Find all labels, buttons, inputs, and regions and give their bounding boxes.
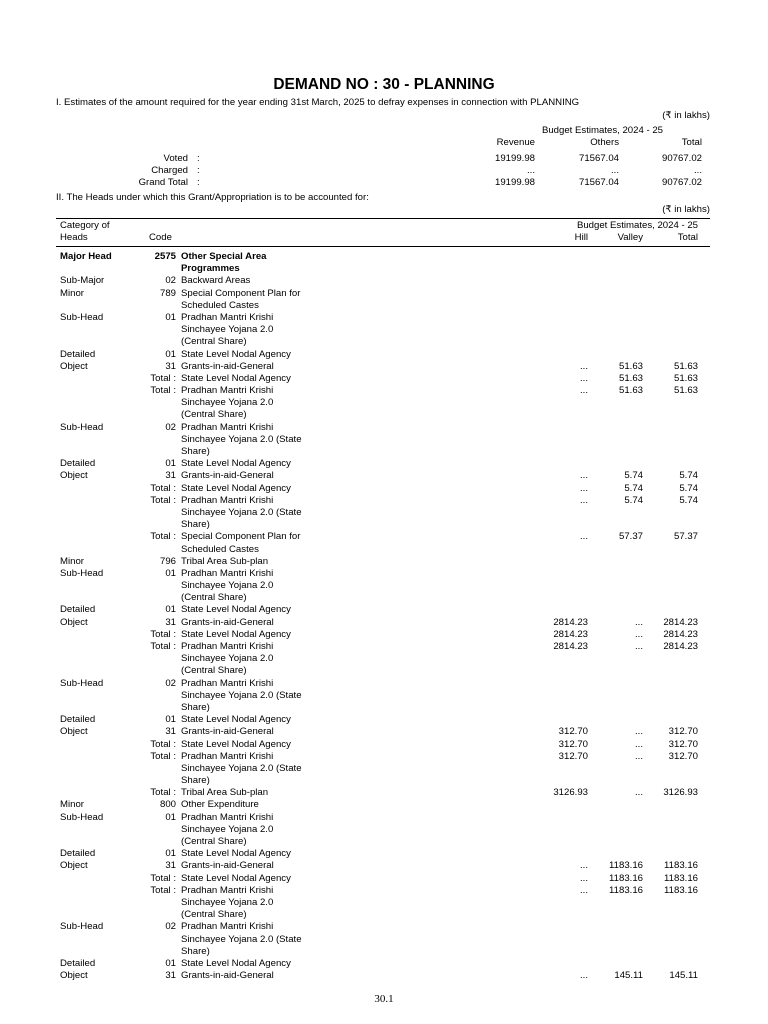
row-description: Pradhan Mantri Krishi bbox=[181, 385, 274, 397]
row-total: 2814.23 bbox=[663, 641, 698, 652]
row-description: Other Special Area bbox=[181, 251, 267, 262]
row-description: Pradhan Mantri Krishi bbox=[181, 921, 274, 933]
table-row bbox=[0, 519, 768, 531]
row-description: State Level Nodal Agency bbox=[181, 848, 291, 860]
row-code: 31 bbox=[165, 860, 176, 872]
table-row bbox=[0, 361, 768, 373]
row-description: Pradhan Mantri Krishi bbox=[181, 494, 274, 506]
table-row bbox=[0, 288, 768, 300]
row-category: Object bbox=[60, 970, 88, 982]
intro-text: I. Estimates of the amount required for the year ending 31st March, 2025 to defray expenses in connection with PLANNING bbox=[56, 97, 580, 108]
row-description: Sinchayee Yojana 2.0 bbox=[181, 653, 274, 665]
row-code: 02 bbox=[165, 677, 176, 689]
row-hill: 2814.23 bbox=[553, 616, 588, 628]
row-hill: ... bbox=[580, 470, 588, 482]
row-hill: ... bbox=[580, 385, 588, 397]
row-description: State Level Nodal Agency bbox=[181, 714, 291, 726]
row-description: State Level Nodal Agency bbox=[181, 348, 291, 360]
row-description: (Central Share) bbox=[181, 336, 247, 348]
table-row bbox=[0, 397, 768, 409]
row-category: Detailed bbox=[60, 957, 96, 969]
row-description: Share) bbox=[181, 945, 210, 957]
row-code: 01 bbox=[165, 348, 176, 360]
table-row bbox=[0, 739, 768, 751]
row-code: Total : bbox=[150, 872, 176, 884]
row-category: Sub-Head bbox=[60, 421, 104, 433]
table-row bbox=[0, 714, 768, 726]
row-hill: 312.70 bbox=[558, 726, 588, 738]
page-title: DEMAND NO : 30 - PLANNING bbox=[273, 76, 495, 93]
table-row bbox=[0, 373, 768, 385]
row-description: Sinchayee Yojana 2.0 (State bbox=[181, 433, 302, 445]
table-row bbox=[0, 653, 768, 665]
row-description: State Level Nodal Agency bbox=[181, 738, 291, 750]
table-row bbox=[0, 934, 768, 946]
table-row bbox=[0, 568, 768, 580]
table-row bbox=[0, 678, 768, 690]
row-valley: 51.63 bbox=[618, 360, 643, 372]
row-total: 51.63 bbox=[673, 372, 698, 384]
row-valley: ... bbox=[635, 750, 643, 762]
row-description: Backward Areas bbox=[181, 275, 251, 287]
header-category-line1: Category of bbox=[60, 220, 110, 231]
summary-col-revenue: Revenue bbox=[496, 137, 535, 148]
table-row bbox=[0, 775, 768, 787]
header-total: Total bbox=[677, 232, 698, 243]
row-total: 1183.16 bbox=[664, 860, 698, 872]
table-row bbox=[0, 507, 768, 519]
row-description: Sinchayee Yojana 2.0 bbox=[181, 397, 274, 409]
table-row bbox=[0, 885, 768, 897]
table-row bbox=[0, 799, 768, 811]
table-row bbox=[0, 860, 768, 872]
row-description: (Central Share) bbox=[181, 409, 247, 421]
row-code: 31 bbox=[165, 616, 176, 628]
table-body bbox=[0, 251, 768, 982]
table-row bbox=[0, 897, 768, 909]
row-category: Sub-Head bbox=[60, 811, 104, 823]
row-description: Sinchayee Yojana 2.0 (State bbox=[181, 506, 302, 518]
row-category: Object bbox=[60, 360, 88, 372]
table-row bbox=[0, 531, 768, 543]
table-row bbox=[0, 409, 768, 421]
row-hill: ... bbox=[580, 970, 588, 982]
table-row bbox=[0, 946, 768, 958]
row-code: 789 bbox=[159, 287, 176, 299]
row-valley: 5.74 bbox=[624, 482, 643, 494]
table-row bbox=[0, 873, 768, 885]
summary-charged-sep: : bbox=[197, 165, 200, 176]
table-row bbox=[0, 324, 768, 336]
row-hill: 2814.23 bbox=[553, 641, 588, 652]
summary-charged-total: ... bbox=[694, 165, 702, 176]
row-code: 02 bbox=[165, 921, 176, 933]
summary-charged-revenue: ... bbox=[527, 165, 535, 176]
row-description: Pradhan Mantri Krishi bbox=[181, 677, 274, 689]
header-valley: Valley bbox=[617, 232, 643, 243]
row-category: Sub-Head bbox=[60, 567, 104, 579]
table-row bbox=[0, 836, 768, 848]
row-total: 1183.16 bbox=[664, 884, 698, 896]
table-row bbox=[0, 336, 768, 348]
row-description: Scheduled Castes bbox=[181, 543, 259, 555]
row-description: Share) bbox=[181, 775, 210, 787]
row-category: Sub-Head bbox=[60, 921, 104, 933]
row-code: Total : bbox=[150, 750, 176, 762]
row-total: 312.70 bbox=[668, 726, 698, 738]
row-code: Total : bbox=[150, 628, 176, 640]
row-hill: 312.70 bbox=[558, 738, 588, 750]
row-code: 796 bbox=[159, 555, 176, 567]
row-description: (Central Share) bbox=[181, 665, 247, 677]
row-description: State Level Nodal Agency bbox=[181, 604, 291, 616]
row-description: Sinchayee Yojana 2.0 (State bbox=[181, 689, 302, 701]
row-hill: ... bbox=[580, 494, 588, 506]
summary-voted-revenue: 19199.98 bbox=[494, 153, 535, 164]
summary-voted-sep: : bbox=[197, 153, 200, 164]
row-hill: ... bbox=[580, 860, 588, 872]
row-description: Sinchayee Yojana 2.0 bbox=[181, 896, 274, 908]
table-row bbox=[0, 617, 768, 629]
row-code: 02 bbox=[165, 275, 176, 287]
heads-text: II. The Heads under which this Grant/Appropriation is to be accounted for: bbox=[56, 192, 369, 203]
row-valley: ... bbox=[635, 726, 643, 738]
header-hill: Hill bbox=[574, 232, 588, 243]
summary-grand-total-sep: : bbox=[197, 177, 200, 188]
row-description: (Central Share) bbox=[181, 909, 247, 921]
row-total: 51.63 bbox=[673, 360, 698, 372]
table-row bbox=[0, 458, 768, 470]
row-code: Total : bbox=[150, 385, 176, 397]
row-category: Sub-Head bbox=[60, 311, 104, 323]
row-hill: 312.70 bbox=[558, 750, 588, 762]
row-description: Special Component Plan for bbox=[181, 287, 301, 299]
row-description: Pradhan Mantri Krishi bbox=[181, 884, 274, 896]
row-code: 01 bbox=[165, 567, 176, 579]
table-row bbox=[0, 751, 768, 763]
row-valley: ... bbox=[635, 616, 643, 628]
row-total: 57.37 bbox=[673, 531, 698, 543]
row-total: 312.70 bbox=[668, 738, 698, 750]
row-description: Share) bbox=[181, 701, 210, 713]
table-row bbox=[0, 824, 768, 836]
row-description: Grants-in-aid-General bbox=[181, 616, 274, 628]
row-valley: ... bbox=[635, 738, 643, 750]
row-category: Detailed bbox=[60, 604, 96, 616]
table-row bbox=[0, 921, 768, 933]
row-description: Grants-in-aid-General bbox=[181, 970, 274, 982]
table-row bbox=[0, 580, 768, 592]
row-description: Share) bbox=[181, 446, 210, 457]
table-row bbox=[0, 275, 768, 287]
row-total: 3126.93 bbox=[663, 787, 698, 799]
row-code: 02 bbox=[165, 421, 176, 433]
row-total: 1183.16 bbox=[664, 872, 698, 884]
row-description: State Level Nodal Agency bbox=[181, 872, 291, 884]
row-code: Total : bbox=[150, 531, 176, 543]
row-category: Detailed bbox=[60, 848, 96, 860]
row-code: Total : bbox=[150, 738, 176, 750]
table-row bbox=[0, 604, 768, 616]
table-row bbox=[0, 556, 768, 568]
row-hill: ... bbox=[580, 872, 588, 884]
table-row bbox=[0, 958, 768, 970]
row-description: Grants-in-aid-General bbox=[181, 470, 274, 482]
row-valley: 5.74 bbox=[624, 470, 643, 482]
row-description: Grants-in-aid-General bbox=[181, 860, 274, 872]
row-valley: 57.37 bbox=[618, 531, 643, 543]
row-valley: 1183.16 bbox=[609, 872, 643, 884]
row-hill: ... bbox=[580, 372, 588, 384]
row-description: Grants-in-aid-General bbox=[181, 726, 274, 738]
table-row bbox=[0, 422, 768, 434]
row-total: 2814.23 bbox=[663, 616, 698, 628]
row-description: Pradhan Mantri Krishi bbox=[181, 421, 274, 433]
row-description: Pradhan Mantri Krishi bbox=[181, 641, 274, 652]
row-category: Minor bbox=[60, 287, 84, 299]
row-description: Share) bbox=[181, 519, 210, 531]
row-hill: ... bbox=[580, 360, 588, 372]
row-total: 5.74 bbox=[679, 482, 698, 494]
row-total: 2814.23 bbox=[663, 628, 698, 640]
table-row bbox=[0, 312, 768, 324]
table-row bbox=[0, 434, 768, 446]
row-code: 01 bbox=[165, 458, 176, 470]
row-code: Total : bbox=[150, 884, 176, 896]
row-category: Sub-Head bbox=[60, 677, 104, 689]
row-code: 01 bbox=[165, 604, 176, 616]
row-description: State Level Nodal Agency bbox=[181, 482, 291, 494]
row-description: State Level Nodal Agency bbox=[181, 628, 291, 640]
row-description: (Central Share) bbox=[181, 836, 247, 847]
row-code: 31 bbox=[165, 726, 176, 738]
row-hill: 2814.23 bbox=[553, 628, 588, 640]
table-row bbox=[0, 726, 768, 738]
row-valley: 51.63 bbox=[618, 372, 643, 384]
page-number: 30.1 bbox=[374, 993, 394, 1005]
table-row bbox=[0, 641, 768, 653]
table-row bbox=[0, 495, 768, 507]
row-description: Special Component Plan for bbox=[181, 531, 301, 543]
summary-voted-total: 90767.02 bbox=[661, 153, 702, 164]
table-row bbox=[0, 385, 768, 397]
row-category: Object bbox=[60, 860, 88, 872]
table-row bbox=[0, 690, 768, 702]
row-code: 31 bbox=[165, 970, 176, 982]
row-category: Detailed bbox=[60, 348, 96, 360]
table-row bbox=[0, 251, 768, 263]
unit-label-summary: (₹ in lakhs) bbox=[662, 110, 710, 121]
row-description: Sinchayee Yojana 2.0 bbox=[181, 823, 274, 835]
row-description: State Level Nodal Agency bbox=[181, 372, 291, 384]
row-description: Tribal Area Sub-plan bbox=[181, 555, 269, 567]
row-description: State Level Nodal Agency bbox=[181, 957, 291, 969]
row-description: Sinchayee Yojana 2.0 (State bbox=[181, 933, 302, 945]
row-valley: 5.74 bbox=[624, 494, 643, 506]
row-description: Other Expenditure bbox=[181, 799, 259, 811]
row-category: Minor bbox=[60, 555, 84, 567]
summary-col-others: Others bbox=[590, 137, 619, 148]
row-category: Object bbox=[60, 470, 88, 482]
unit-label-table: (₹ in lakhs) bbox=[662, 204, 710, 215]
row-total: 51.63 bbox=[673, 385, 698, 397]
table-row bbox=[0, 702, 768, 714]
row-hill: 3126.93 bbox=[553, 787, 588, 799]
summary-grand-total-others: 71567.04 bbox=[578, 177, 619, 188]
summary-grand-total-label: Grand Total bbox=[138, 177, 188, 188]
row-hill: ... bbox=[580, 531, 588, 543]
row-description: Sinchayee Yojana 2.0 (State bbox=[181, 762, 302, 774]
row-total: 5.74 bbox=[679, 494, 698, 506]
table-row bbox=[0, 544, 768, 556]
table-row bbox=[0, 263, 768, 275]
row-valley: ... bbox=[635, 641, 643, 652]
table-header-rule bbox=[56, 246, 710, 247]
row-code: Total : bbox=[150, 482, 176, 494]
row-code: 01 bbox=[165, 957, 176, 969]
row-category: Object bbox=[60, 726, 88, 738]
row-description: Tribal Area Sub-plan bbox=[181, 787, 269, 799]
row-category: Detailed bbox=[60, 458, 96, 470]
summary-grand-total-total: 90767.02 bbox=[661, 177, 702, 188]
row-total: 145.11 bbox=[669, 970, 698, 982]
row-description: Pradhan Mantri Krishi bbox=[181, 567, 274, 579]
row-description: State Level Nodal Agency bbox=[181, 458, 291, 470]
table-top-rule bbox=[56, 218, 710, 219]
row-code: 01 bbox=[165, 714, 176, 726]
table-row bbox=[0, 763, 768, 775]
summary-voted-label: Voted bbox=[163, 153, 188, 164]
table-row bbox=[0, 446, 768, 458]
row-category: Object bbox=[60, 616, 88, 628]
row-valley: ... bbox=[635, 787, 643, 799]
row-code: Total : bbox=[150, 641, 176, 652]
table-row bbox=[0, 592, 768, 604]
table-row bbox=[0, 470, 768, 482]
row-description: Sinchayee Yojana 2.0 bbox=[181, 580, 274, 592]
header-category-line2: Heads bbox=[60, 232, 88, 243]
row-description: Scheduled Castes bbox=[181, 299, 259, 311]
row-category: Sub-Major bbox=[60, 275, 105, 287]
table-row bbox=[0, 909, 768, 921]
header-code: Code bbox=[149, 232, 172, 243]
row-category: Detailed bbox=[60, 714, 96, 726]
row-code: Total : bbox=[150, 372, 176, 384]
row-description: (Central Share) bbox=[181, 592, 247, 604]
row-total: 312.70 bbox=[668, 750, 698, 762]
row-code: Total : bbox=[150, 494, 176, 506]
row-code: 31 bbox=[165, 360, 176, 372]
header-budget-estimates: Budget Estimates, 2024 - 25 bbox=[576, 220, 698, 231]
row-description: Pradhan Mantri Krishi bbox=[181, 750, 274, 762]
summary-grand-total-revenue: 19199.98 bbox=[494, 177, 535, 188]
row-description: Programmes bbox=[181, 263, 240, 275]
row-code: 31 bbox=[165, 470, 176, 482]
row-description: Grants-in-aid-General bbox=[181, 360, 274, 372]
summary-header: Budget Estimates, 2024 - 25 bbox=[541, 125, 663, 136]
row-valley: 1183.16 bbox=[609, 860, 643, 872]
row-description: Pradhan Mantri Krishi bbox=[181, 811, 274, 823]
table-row bbox=[0, 665, 768, 677]
table-row bbox=[0, 300, 768, 312]
table-row bbox=[0, 848, 768, 860]
row-description: Sinchayee Yojana 2.0 bbox=[181, 324, 274, 336]
table-row bbox=[0, 970, 768, 982]
summary-voted-others: 71567.04 bbox=[578, 153, 619, 164]
table-row bbox=[0, 812, 768, 824]
row-category: Minor bbox=[60, 799, 84, 811]
row-valley: 145.11 bbox=[614, 970, 643, 982]
row-hill: ... bbox=[580, 482, 588, 494]
row-code: 01 bbox=[165, 311, 176, 323]
table-row bbox=[0, 787, 768, 799]
row-total: 5.74 bbox=[679, 470, 698, 482]
table-row bbox=[0, 483, 768, 495]
summary-charged-label: Charged bbox=[151, 165, 188, 176]
row-description: Pradhan Mantri Krishi bbox=[181, 311, 274, 323]
table-row bbox=[0, 629, 768, 641]
row-valley: ... bbox=[635, 628, 643, 640]
row-code: 2575 bbox=[154, 251, 176, 262]
summary-charged-others: ... bbox=[611, 165, 619, 176]
row-valley: 1183.16 bbox=[609, 884, 643, 896]
row-code: 800 bbox=[159, 799, 176, 811]
row-valley: 51.63 bbox=[618, 385, 643, 397]
row-hill: ... bbox=[580, 884, 588, 896]
row-code: 01 bbox=[165, 811, 176, 823]
summary-col-total: Total bbox=[681, 137, 702, 148]
row-category: Major Head bbox=[60, 251, 112, 262]
row-code: 01 bbox=[165, 848, 176, 860]
row-code: Total : bbox=[150, 787, 176, 799]
table-row bbox=[0, 349, 768, 361]
